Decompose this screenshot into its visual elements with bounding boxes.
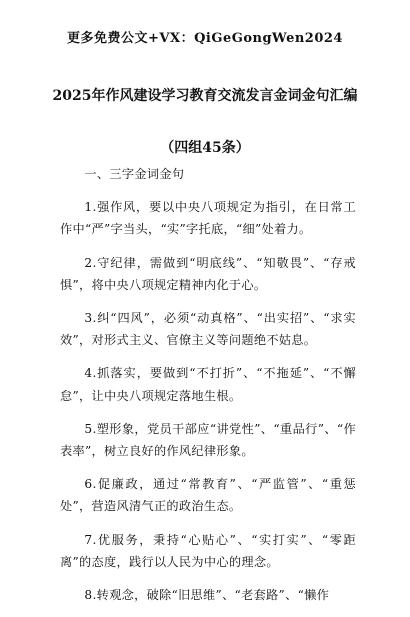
- list-item: 8.转观念，破除“旧思维”、“老套路”、“懒作: [84, 588, 330, 603]
- list-item: 3.纠“四风”，必须“动真格”、“出实招”、“求实效”，对形式主义、官僚主义等问题绝不姑息。: [60, 311, 356, 348]
- list-item: 1.强作风，要以中央八项规定为指引，在日常工作中“严”字当头，“实”字托底，“细”处着力。: [60, 200, 356, 237]
- list-item: 5.塑形象，党员干部应“讲党性”、“重品行”、“作表率”，树立良好的作风纪律形象。: [60, 421, 356, 459]
- list-item: 2.守纪律，需做到“明底线”、“知敬畏”、“存戒惧”，将中央八项规定精神内化于心。: [60, 255, 356, 292]
- document-title: 2025年作风建设学习教育交流发言金词金句汇编（四组45条）: [52, 88, 358, 156]
- list-item: 7.优服务，秉持“心贴心”、“实打实”、“零距离”的态度，践行以人民为中心的理念。: [60, 532, 356, 569]
- header-note: 更多免费公文+VX：QiGeGongWen2024: [67, 31, 343, 46]
- list-item: 4.抓落实，要做到“不打折”、“不拖延”、“不懈怠”，让中央八项规定落地生根。: [60, 366, 356, 403]
- document-body: [60, 163, 356, 617]
- section-heading: 一、三字金词金句: [84, 167, 185, 181]
- list-item: 6.促廉政，通过“常教育”、“严监管”、“重惩处”，营造风清气正的政治生态。: [60, 477, 356, 514]
